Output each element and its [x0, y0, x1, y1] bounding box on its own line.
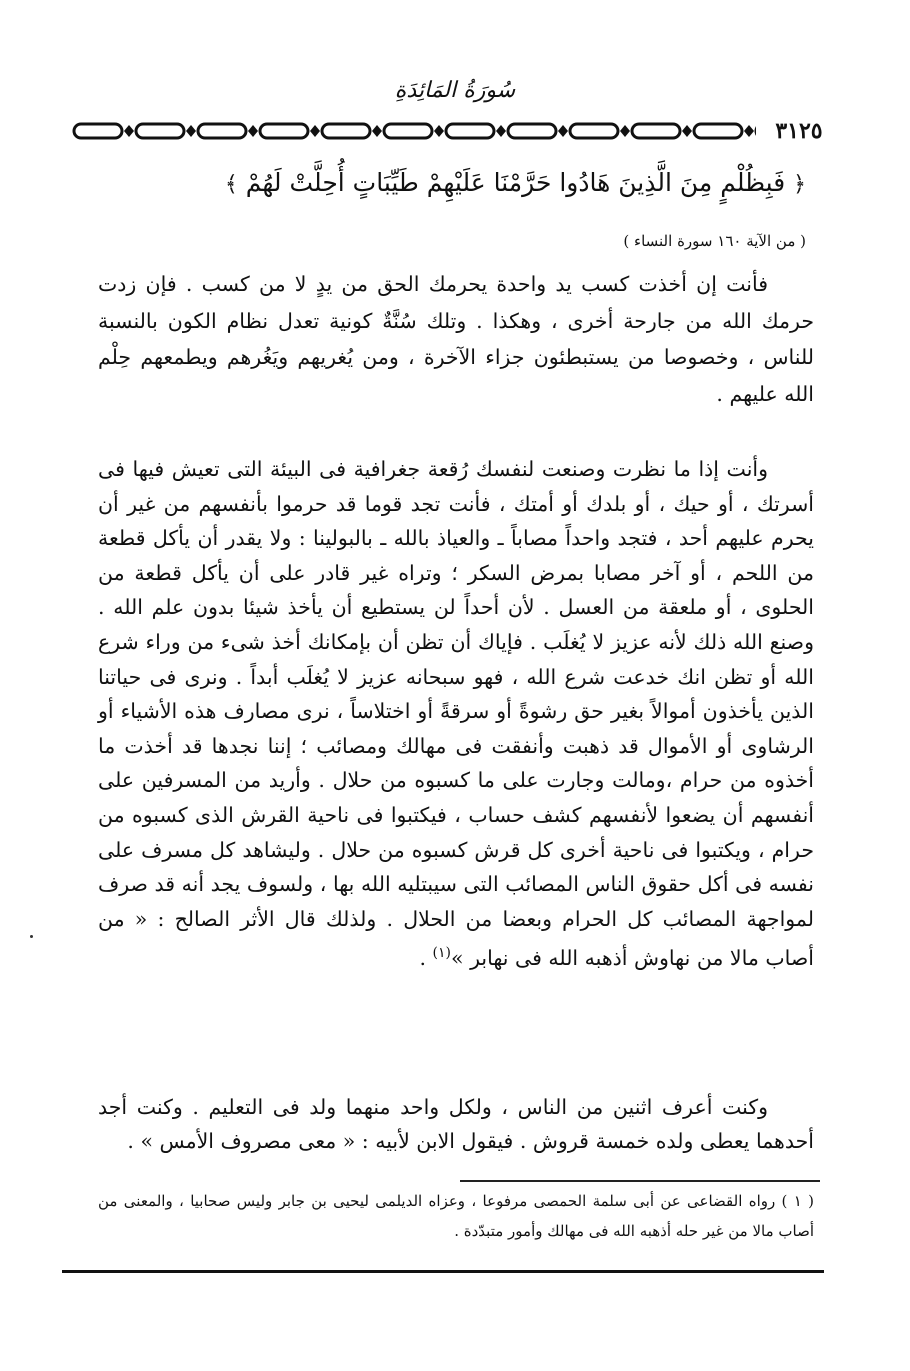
footnote-separator: [460, 1180, 820, 1182]
surah-title: سُورَةُ المَائِدَةِ: [394, 78, 516, 103]
paragraph-3-text: وكنت أعرف اثنين من الناس ، ولكل واحد منهما ولد فى التعليم . وكنت أجد أحدهما يعطى ولده خمسة قروش . فيقول الابن لأبيه : « معى مصروف الأمس » .: [98, 1095, 814, 1153]
paragraph-2-tail: .: [419, 946, 433, 971]
paragraph-2-text: وأنت إذا ما نظرت وصنعت لنفسك رُقعة جغرافية فى البيئة التى تعيش فيها فى أسرتك ، أو حيك ، أو بلدك أو أمتك ، فأنت تجد قوما قد حرموا بأنفسهم من غير أن يحرم عليهم أحد ، فتجد واحداً مصاباً ـ والعياذ بالله ـ بالبولينا : ولا يقدر أن يأكل قطعة من اللحم ، أو آخر مصابا بمرض السكر ؛ وتراه غير قادر على أن يأكل قطعة من الحلوى ، أو ملعقة من العسل . لأن أحداً لن يستطيع أن يأخذ شيئا بدون علم الله . وصنع الله ذلك لأنه عزيز لا يُغلَب . فإياك أن تظن أن بإمكانك أخذ شىء من وراء شرع الله أو تظن انك خدعت شرع الله ، فهو سبحانه عزيز لا يُغلَب أبداً . ونرى فى حياتنا الذين يأخذون أموالاً بغير حق رشوةً أو سرقةً أو اختلاساً ، نرى مصارف هذه الأشياء أو الرشاوى أو الأموال قد ذهبت وأنفقت فى مهالك ومصائب ؛ إننا نجدها قد أخذت ما أخذوه من حرام ،ومالت وجارت على ما كسبوه من حلال . وأريد من المسرفين على أنفسهم أن يضعوا لأنفسهم كشف حساب ، فيكتبوا فى ناحية القرش الذى كسبوه من حرام ، ويكتبوا فى ناحية أخرى كل قرش كسبوه من حلال . وليشاهد كل مسرف على نفسه فى أكل حقوق الناس المصائب التى سيبتليه الله بها ، ولسوف يجد أنه قد صرف لمواجهة المصائب كل الحرام وبعضا من الحلال . ولذلك قال الأثر الصالح : « من أصاب مالا من نهاوش أذهبه الله فى نهابر »: [98, 457, 814, 971]
paragraph-3: [98, 1090, 814, 1158]
verse-open-bracket: ﴿: [793, 172, 806, 197]
paragraph-2-block: [98, 452, 814, 976]
verse-reference: ( من الآية ١٦٠ سورة النساء ): [623, 232, 806, 250]
chain-ornament-border: [72, 116, 834, 146]
paragraph-2: [98, 452, 814, 976]
quran-verse: [224, 168, 806, 197]
paragraph-1: [98, 266, 814, 412]
footnote-marker[interactable]: (١): [432, 945, 452, 962]
margin-speck: [30, 935, 33, 938]
footnote: ( ١ ) رواه القضاعى عن أبى سلمة الحمصى مرفوعا ، وعزاه الديلمى ليحيى بن جابر وليس صحابيا ، والمعنى من أصاب مالا من غير حله أذهبه الله فى مهالك وأمور متبدّدة .: [98, 1192, 814, 1240]
paragraph-1-text: فأنت إن أخذت كسب يد واحدة يحرمك الحق من يدٍ لا من كسب . فإن زدت حرمك الله من جارحة أخرى ، وهكذا . وتلك سُنَّةٌ كونية تعدل نظام الكون بالنسبة للناس ، وخصوصا من يستبطئون جزاء الآخرة ، ومن يُغريهم ويَغُرهم ويطمعهم حِلْم الله عليهم .: [98, 272, 814, 406]
bottom-rule: [62, 1270, 824, 1273]
page-number: ٣١٢٥: [756, 117, 842, 145]
verse-text: فَبِظُلْمٍ مِنَ الَّذِينَ هَادُوا حَرَّمْنَا عَلَيْهِمْ طَيِّبَاتٍ أُحِلَّتْ لَهُمْ: [245, 168, 786, 197]
verse-close-bracket: ﴾: [224, 172, 238, 197]
